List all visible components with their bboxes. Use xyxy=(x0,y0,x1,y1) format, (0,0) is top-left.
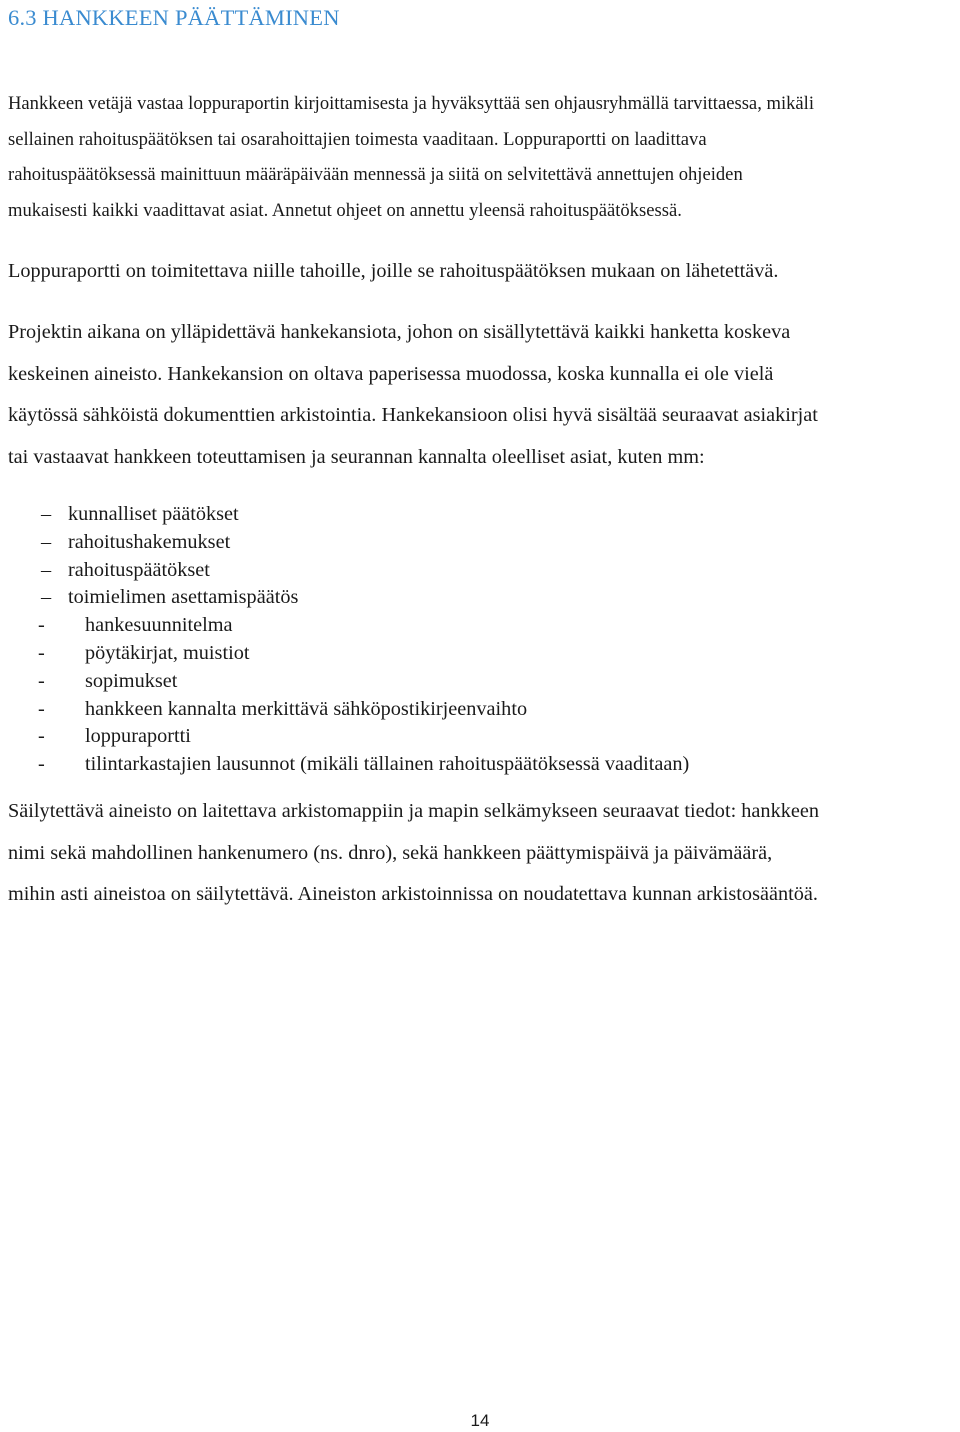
list-marker: - xyxy=(38,725,45,748)
paragraph-line: Projektin aikana on ylläpidettävä hankekansiota, johon on sisällytettävä kaikki hanketta koskeva xyxy=(8,321,791,343)
page-number: 14 xyxy=(470,1411,490,1430)
paragraph-line: Hankkeen vetäjä vastaa loppuraportin kirjoittamisesta ja hyväksyttää sen ohjausryhmällä tarvittaessa, mikäli xyxy=(8,93,814,114)
list-marker: - xyxy=(38,697,45,720)
paragraph-line: käytössä sähköistä dokumenttien arkistointia. Hankekansioon olisi hyvä sisältää seuraavat asiakirjat xyxy=(8,404,818,426)
paragraph-line: mihin asti aineistoa on säilytettävä. Aineiston arkistoinnissa on noudatettava kunnan arkistosääntöä. xyxy=(8,883,818,905)
paragraph-archiving xyxy=(8,791,819,916)
list-marker: – xyxy=(41,586,52,609)
list-item-text: tilintarkastajien lausunnot (mikäli tällainen rahoituspäätöksessä vaaditaan) xyxy=(85,753,690,776)
paragraph-line: Loppuraportti on toimitettava niille tahoille, joille se rahoituspäätöksen mukaan on lähetettävä. xyxy=(8,260,779,282)
paragraph-project-folder xyxy=(8,312,818,478)
list-marker: – xyxy=(41,503,52,525)
list-marker: – xyxy=(41,530,52,553)
list-marker: - xyxy=(38,753,45,776)
paragraph-line: Säilytettävä aineisto on laitettava arkistomappiin ja mapin selkämykseen seuraavat tiedot: hankkeen xyxy=(8,800,819,822)
paragraph-line: rahoituspäätöksessä mainittuun määräpäivään mennessä ja siitä on selvitettävä annettujen ohjeiden xyxy=(8,164,743,185)
list-item-text: toimielimen asettamispäätös xyxy=(68,586,299,609)
list-item-text: loppuraportti xyxy=(85,725,191,748)
paragraph-line: mukaisesti kaikki vaadittavat asiat. Annetut ohjeet on annettu yleensä rahoituspäätöksessä. xyxy=(8,199,682,221)
paragraph-report-delivery xyxy=(8,251,778,293)
paragraph-line: sellainen rahoituspäätöksen tai osarahoittajien toimesta vaaditaan. Loppuraportti on laadittava xyxy=(8,128,707,150)
list-item-text: pöytäkirjat, muistiot xyxy=(85,641,250,664)
list-item-text: kunnalliset päätökset xyxy=(68,503,239,525)
paragraph-line: keskeinen aineisto. Hankekansion on oltava paperisessa muodossa, koska kunnalla ei ole vielä xyxy=(8,362,774,385)
paragraph-line: tai vastaavat hankkeen toteuttamisen ja seurannan kannalta oleelliset asiat, kuten mm: xyxy=(8,445,705,468)
section-heading: 6.3 HANKKEEN PÄÄTTÄMINEN xyxy=(8,5,340,30)
list-marker: - xyxy=(38,614,45,637)
list-marker: - xyxy=(38,669,45,692)
list-item-text: sopimukset xyxy=(85,669,178,692)
list-item-text: rahoitushakemukset xyxy=(68,530,231,553)
list-marker: – xyxy=(41,558,52,581)
list-item-text: rahoituspäätökset xyxy=(68,558,210,581)
list-item-text: hankesuunnitelma xyxy=(85,614,233,637)
paragraph-final-report xyxy=(8,86,814,228)
list-item-text: hankkeen kannalta merkittävä sähköpostikirjeenvaihto xyxy=(85,697,528,720)
list-marker: - xyxy=(38,641,45,664)
paragraph-line: nimi sekä mahdollinen hankenumero (ns. dnro), sekä hankkeen päättymispäivä ja päivämäärä, xyxy=(8,841,773,864)
